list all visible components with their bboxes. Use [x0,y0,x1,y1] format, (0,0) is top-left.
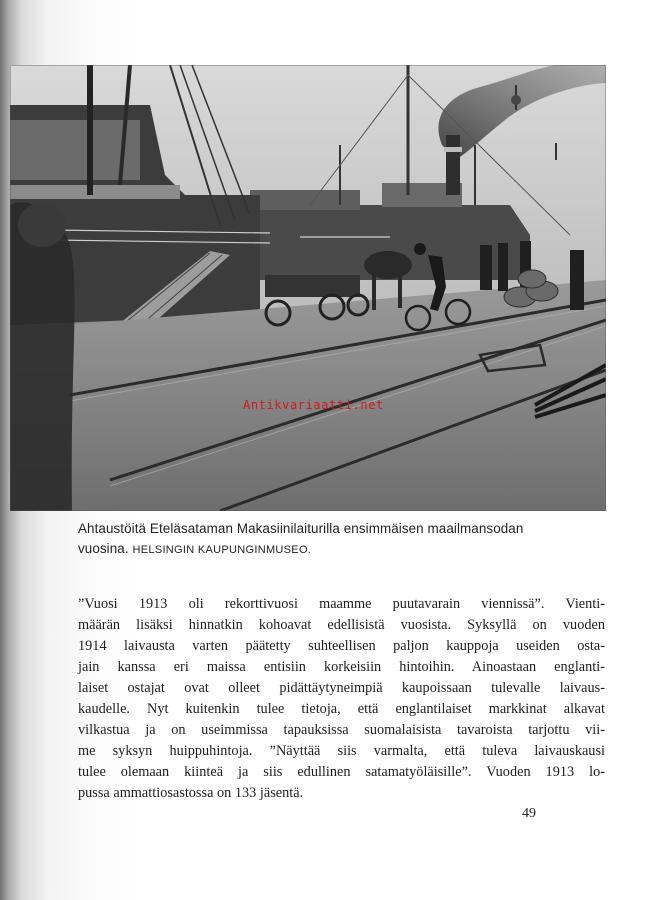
body-line: ”Vuosi 1913 oli rekorttivuosi maamme puutavarain viennissä”. Vienti- [78,596,605,612]
body-line: me syksyn huippuhintoja. ”Näyttää siis varmalta, että tuleva laivauskausi [78,743,605,759]
body-line: jain kanssa eri maissa entisiin korkeisiin hintoihin. Ainoastaan englanti- [78,659,605,675]
body-line: vilkastua ja on useimmissa tapauksissa suomalaisista tavaroista tarjottu vii- [78,722,605,738]
caption-line-1: Ahtaustöitä Eteläsataman Makasiinilaiturilla ensimmäisen maailmansodan [78,521,524,536]
photo-caption [78,519,608,560]
watermark-text: Antikvariaatti.net [243,398,384,412]
body-line: määrän lisäksi hinnatkin kohoavat edellisistä vuosista. Syksyllä on vuoden [78,617,605,633]
caption-line-2: vuosina. [78,541,129,556]
caption-credit: HELSINGIN KAUPUNGINMUSEO. [132,544,312,556]
body-line: 1914 laivausta varten päätetty suhteellisen paljon kauppoja useiden osta- [78,638,605,654]
body-line: tulee olemaan kiinteä ja siis edullinen satamatyöläisille”. Vuoden 1913 lo- [78,764,605,780]
harbor-photograph [10,65,606,511]
page-number: 49 [522,806,536,821]
body-line: kaudelle. Nyt kuitenkin tulee tietoja, että englantilaiset markkinat alkavat [78,701,605,717]
body-line: pussa ammattiosastossa on 133 jäsentä. [78,785,304,801]
body-paragraph [78,594,605,804]
body-line: laiset ostajat ovat olleet pidättäytyneimpiä kaupoissaan tulevalle laivaus- [78,680,605,696]
